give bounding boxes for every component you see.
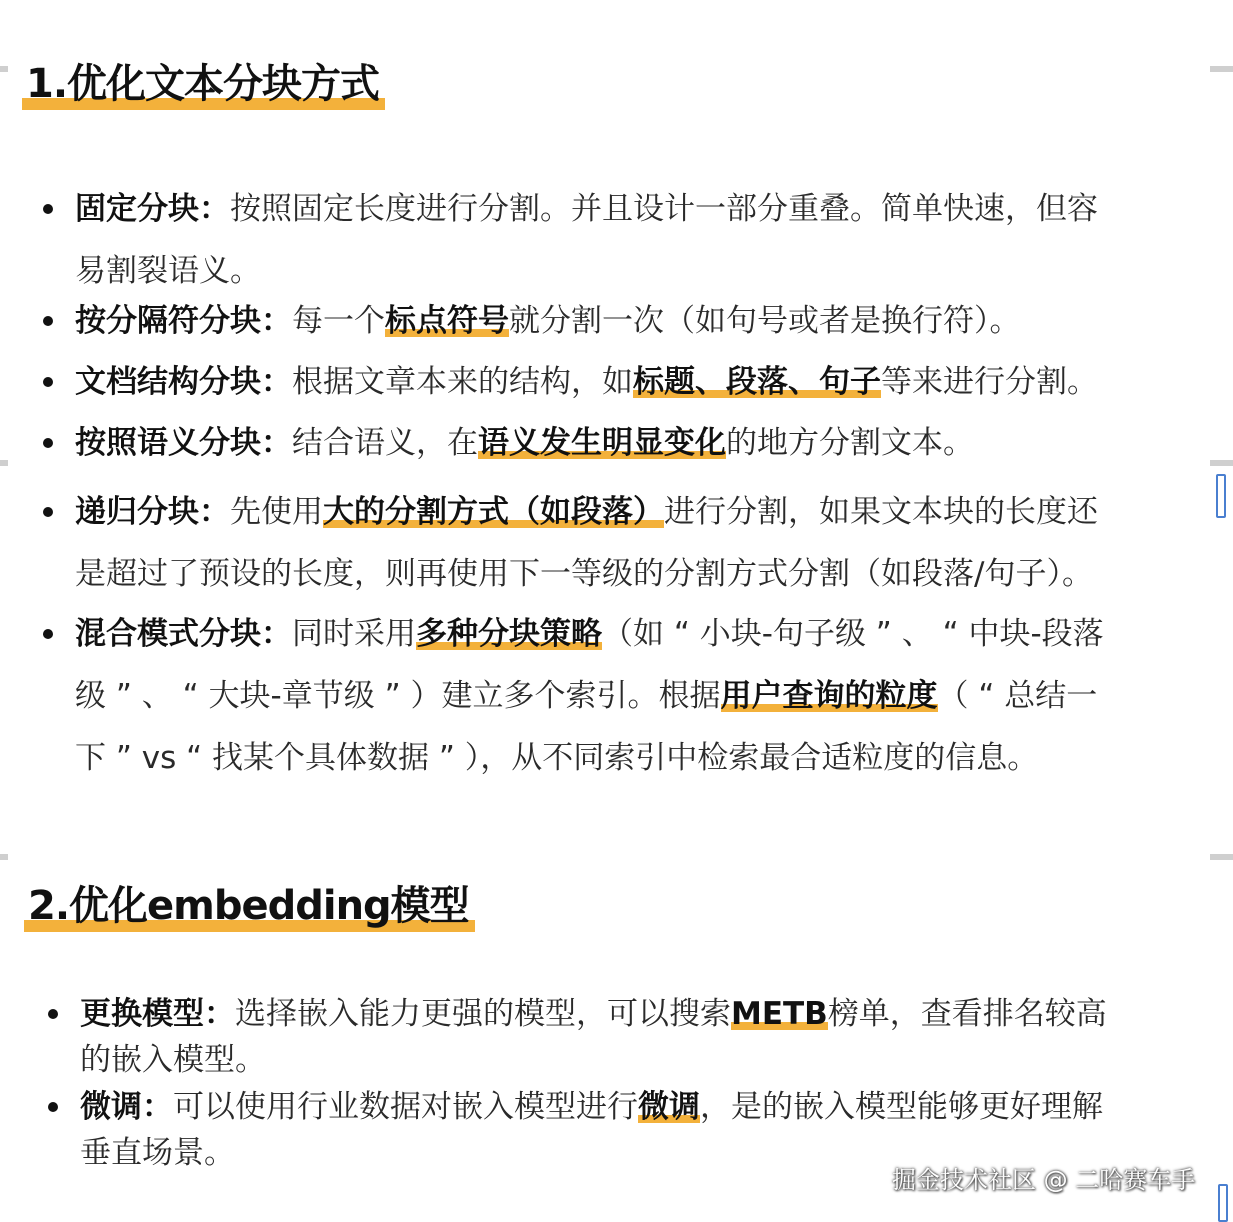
item-text: 结合语义，在: [292, 425, 478, 461]
item-text: 进行分割，如果文本块的长度还: [664, 494, 1098, 530]
item-label: 更换模型：: [80, 996, 235, 1032]
item-text: 等来进行分割。: [881, 364, 1098, 400]
highlight-text: 大的分割方式（如段落）: [323, 494, 664, 530]
item-label: 固定分块：: [75, 191, 230, 227]
item-text: 每一个: [292, 303, 385, 339]
item-text: 就分割一次（如句号或者是换行符）。: [509, 303, 1021, 339]
bullet-icon: [43, 629, 53, 639]
list-item: [75, 603, 1215, 789]
item-text: 易割裂语义。: [75, 253, 261, 289]
edge-mark: [0, 460, 8, 466]
bullet-icon: [43, 316, 53, 326]
edge-mark: [0, 66, 8, 72]
item-text: 按照固定长度进行分割。并且设计一部分重叠。简单快速，但容: [230, 191, 1098, 227]
highlight-text: METB: [731, 996, 828, 1032]
text-cursor: [1218, 1184, 1228, 1222]
item-label: 按照语义分块：: [75, 425, 292, 461]
highlight-text: 语义发生明显变化: [478, 425, 726, 461]
list-item: [75, 359, 1215, 405]
list-item: [75, 298, 1215, 344]
heading-text: 1.优化文本分块方式: [26, 61, 380, 107]
item-text: 根据文章本来的结构，如: [292, 364, 633, 400]
highlight-text: 多种分块策略: [416, 616, 602, 652]
item-text: 选择嵌入能力更强的模型，可以搜索: [235, 996, 731, 1032]
item-text: ，是的嵌入模型能够更好理解: [700, 1089, 1103, 1125]
list-item: [75, 420, 1215, 466]
item-text: 先使用: [230, 494, 323, 530]
item-text: 榜单，查看排名较高: [827, 996, 1107, 1032]
edge-mark: [1210, 854, 1233, 860]
item-text: 下 ” vs “ 找某个具体数据 ” ），从不同索引中检索最合适粒度的信息。: [75, 740, 1039, 776]
bullet-icon: [43, 204, 53, 214]
highlight-text: 标点符号: [385, 303, 509, 339]
item-label: 混合模式分块：: [75, 616, 292, 652]
list-item: [75, 178, 1215, 302]
item-text: 同时采用: [292, 616, 416, 652]
section-heading-2: [28, 884, 469, 928]
item-text: 垂直场景。: [80, 1135, 235, 1171]
highlight-text: 标题、段落、句子: [633, 364, 881, 400]
item-text: 是超过了预设的长度，则再使用下一等级的分割方式分割（如段落/句子）。: [75, 556, 1093, 592]
edge-mark: [0, 854, 8, 860]
highlight-text: 微调: [638, 1089, 700, 1125]
item-label: 文档结构分块：: [75, 364, 292, 400]
bullet-icon: [43, 507, 53, 517]
item-label: 按分隔符分块：: [75, 303, 292, 339]
list-item: [80, 991, 1220, 1083]
item-text: 级 ” 、 “ 大块-章节级 ” ）建立多个索引。根据: [75, 678, 721, 714]
item-label: 微调：: [80, 1089, 173, 1125]
item-label: 递归分块：: [75, 494, 230, 530]
section-heading-1: [26, 62, 379, 106]
bullet-icon: [43, 377, 53, 387]
bullet-icon: [43, 438, 53, 448]
item-text: 可以使用行业数据对嵌入模型进行: [173, 1089, 638, 1125]
list-item: [75, 481, 1215, 605]
item-text: （ “ 总结一: [937, 678, 1098, 714]
heading-text: 2.优化embedding模型: [28, 883, 469, 929]
bullet-icon: [48, 1009, 58, 1019]
bullet-icon: [48, 1102, 58, 1112]
item-text: 的地方分割文本。: [726, 425, 974, 461]
edge-mark: [1210, 66, 1233, 72]
text-cursor: [1216, 474, 1226, 518]
highlight-text: 用户查询的粒度: [720, 678, 938, 714]
watermark: 掘金技术社区 @ 二哈赛车手: [892, 1166, 1196, 1194]
item-text: （如 “ 小块-句子级 ” 、 “ 中块-段落: [602, 616, 1104, 652]
item-text: 的嵌入模型。: [80, 1042, 266, 1078]
